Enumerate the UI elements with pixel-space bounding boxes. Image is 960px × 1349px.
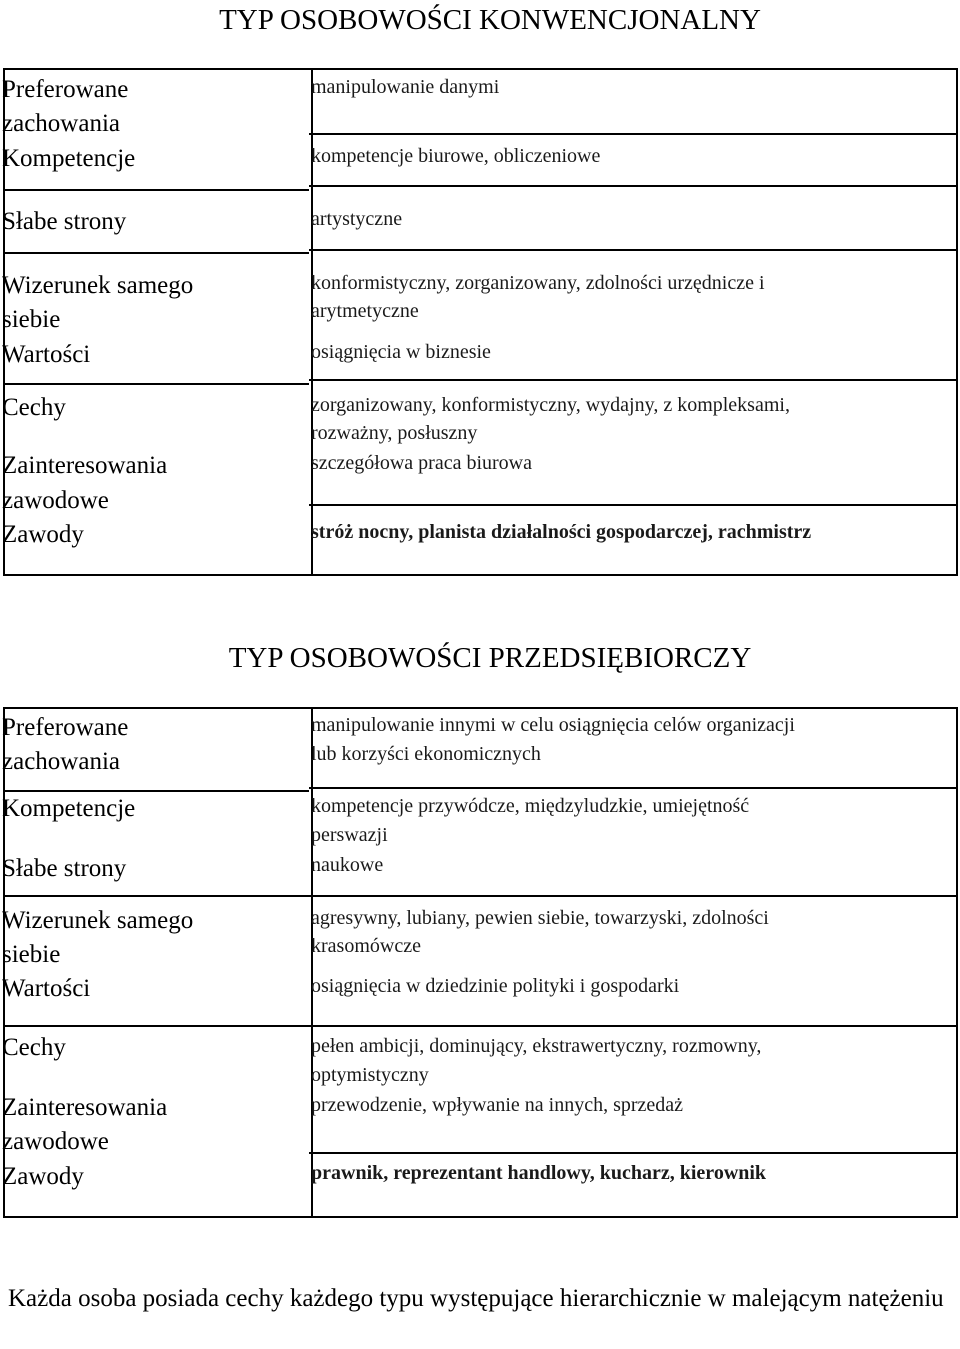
value-occupations: stróż nocny, planista działalności gospodarczej, rachmistrz	[311, 521, 812, 543]
section-title-conventional: TYP OSOBOWOŚCI KONWENCJONALNY	[219, 4, 761, 36]
value-preferred-behaviors: manipulowanie innymi w celu osiągnięcia celów organizacji	[311, 714, 795, 736]
row-divider	[309, 379, 958, 381]
value-competences: kompetencje przywódcze, międzyludzkie, umiejętność	[311, 795, 750, 817]
value-traits-2: rozważny, posłuszny	[311, 422, 478, 444]
value-competences-2: perswazji	[311, 824, 388, 846]
value-interests: szczegółowa praca biurowa	[311, 452, 532, 474]
value-self-image-2: krasomówcze	[311, 935, 421, 957]
label-competences: Kompetencje	[2, 145, 136, 172]
label-self-image-2: siebie	[2, 941, 61, 968]
column-divider	[311, 709, 313, 1216]
footer-note: Każda osoba posiada cechy każdego typu występujące hierarchicznie w malejącym natężeniu	[8, 1285, 944, 1312]
label-preferred-behaviors-2: zachowania	[2, 110, 120, 137]
row-divider	[3, 189, 309, 191]
value-traits: zorganizowany, konformistyczny, wydajny, z kompleksami,	[311, 394, 790, 416]
label-traits: Cechy	[2, 1034, 66, 1061]
label-values: Wartości	[2, 341, 91, 368]
label-interests-2: zawodowe	[2, 487, 109, 514]
value-traits: pełen ambicji, dominujący, ekstrawertyczny, rozmowny,	[311, 1035, 762, 1057]
row-divider	[309, 249, 958, 251]
value-weaknesses: artystyczne	[311, 208, 403, 230]
label-competences: Kompetencje	[2, 795, 136, 822]
label-interests: Zainteresowania	[2, 1094, 168, 1121]
section-title-enterprising: TYP OSOBOWOŚCI PRZEDSIĘBIORCZY	[228, 642, 752, 674]
value-values: osiągnięcia w biznesie	[311, 341, 491, 363]
row-divider	[309, 185, 958, 187]
value-occupations: prawnik, reprezentant handlowy, kucharz, kierownik	[311, 1162, 767, 1184]
value-self-image: konformistyczny, zorganizowany, zdolności urzędnicze i	[311, 272, 765, 294]
value-preferred-behaviors-2: lub korzyści ekonomicznych	[311, 743, 541, 765]
enterprising-table	[3, 707, 958, 1218]
value-weaknesses: naukowe	[311, 854, 384, 876]
label-self-image-2: siebie	[2, 306, 61, 333]
value-traits-2: optymistyczny	[311, 1064, 429, 1086]
label-preferred-behaviors: Preferowane	[2, 76, 129, 103]
row-divider	[3, 383, 309, 385]
row-divider	[309, 504, 958, 506]
value-self-image-2: arytmetyczne	[311, 300, 419, 322]
label-occupations: Zawody	[2, 1163, 84, 1190]
row-divider	[3, 252, 309, 254]
label-values: Wartości	[2, 975, 91, 1002]
label-occupations: Zawody	[2, 521, 84, 548]
label-self-image: Wizerunek samego	[2, 907, 194, 934]
row-divider	[309, 1152, 958, 1154]
row-divider	[309, 895, 958, 897]
row-divider	[309, 787, 958, 789]
label-weaknesses: Słabe strony	[2, 208, 127, 235]
label-interests-2: zawodowe	[2, 1128, 109, 1155]
value-preferred-behaviors: manipulowanie danymi	[311, 76, 500, 98]
label-traits: Cechy	[2, 394, 66, 421]
row-divider	[309, 1025, 958, 1027]
label-self-image: Wizerunek samego	[2, 272, 194, 299]
row-divider	[3, 1025, 309, 1027]
row-divider	[309, 133, 958, 135]
label-preferred-behaviors: Preferowane	[2, 714, 129, 741]
value-values: osiągnięcia w dziedzinie polityki i gospodarki	[311, 975, 680, 997]
label-preferred-behaviors-2: zachowania	[2, 748, 120, 775]
label-interests: Zainteresowania	[2, 452, 168, 479]
value-competences: kompetencje biurowe, obliczeniowe	[311, 145, 601, 167]
value-self-image: agresywny, lubiany, pewien siebie, towarzyski, zdolności	[311, 907, 769, 929]
row-divider	[3, 895, 309, 897]
label-weaknesses: Słabe strony	[2, 855, 127, 882]
value-interests: przewodzenie, wpływanie na innych, sprzedaż	[311, 1094, 684, 1116]
